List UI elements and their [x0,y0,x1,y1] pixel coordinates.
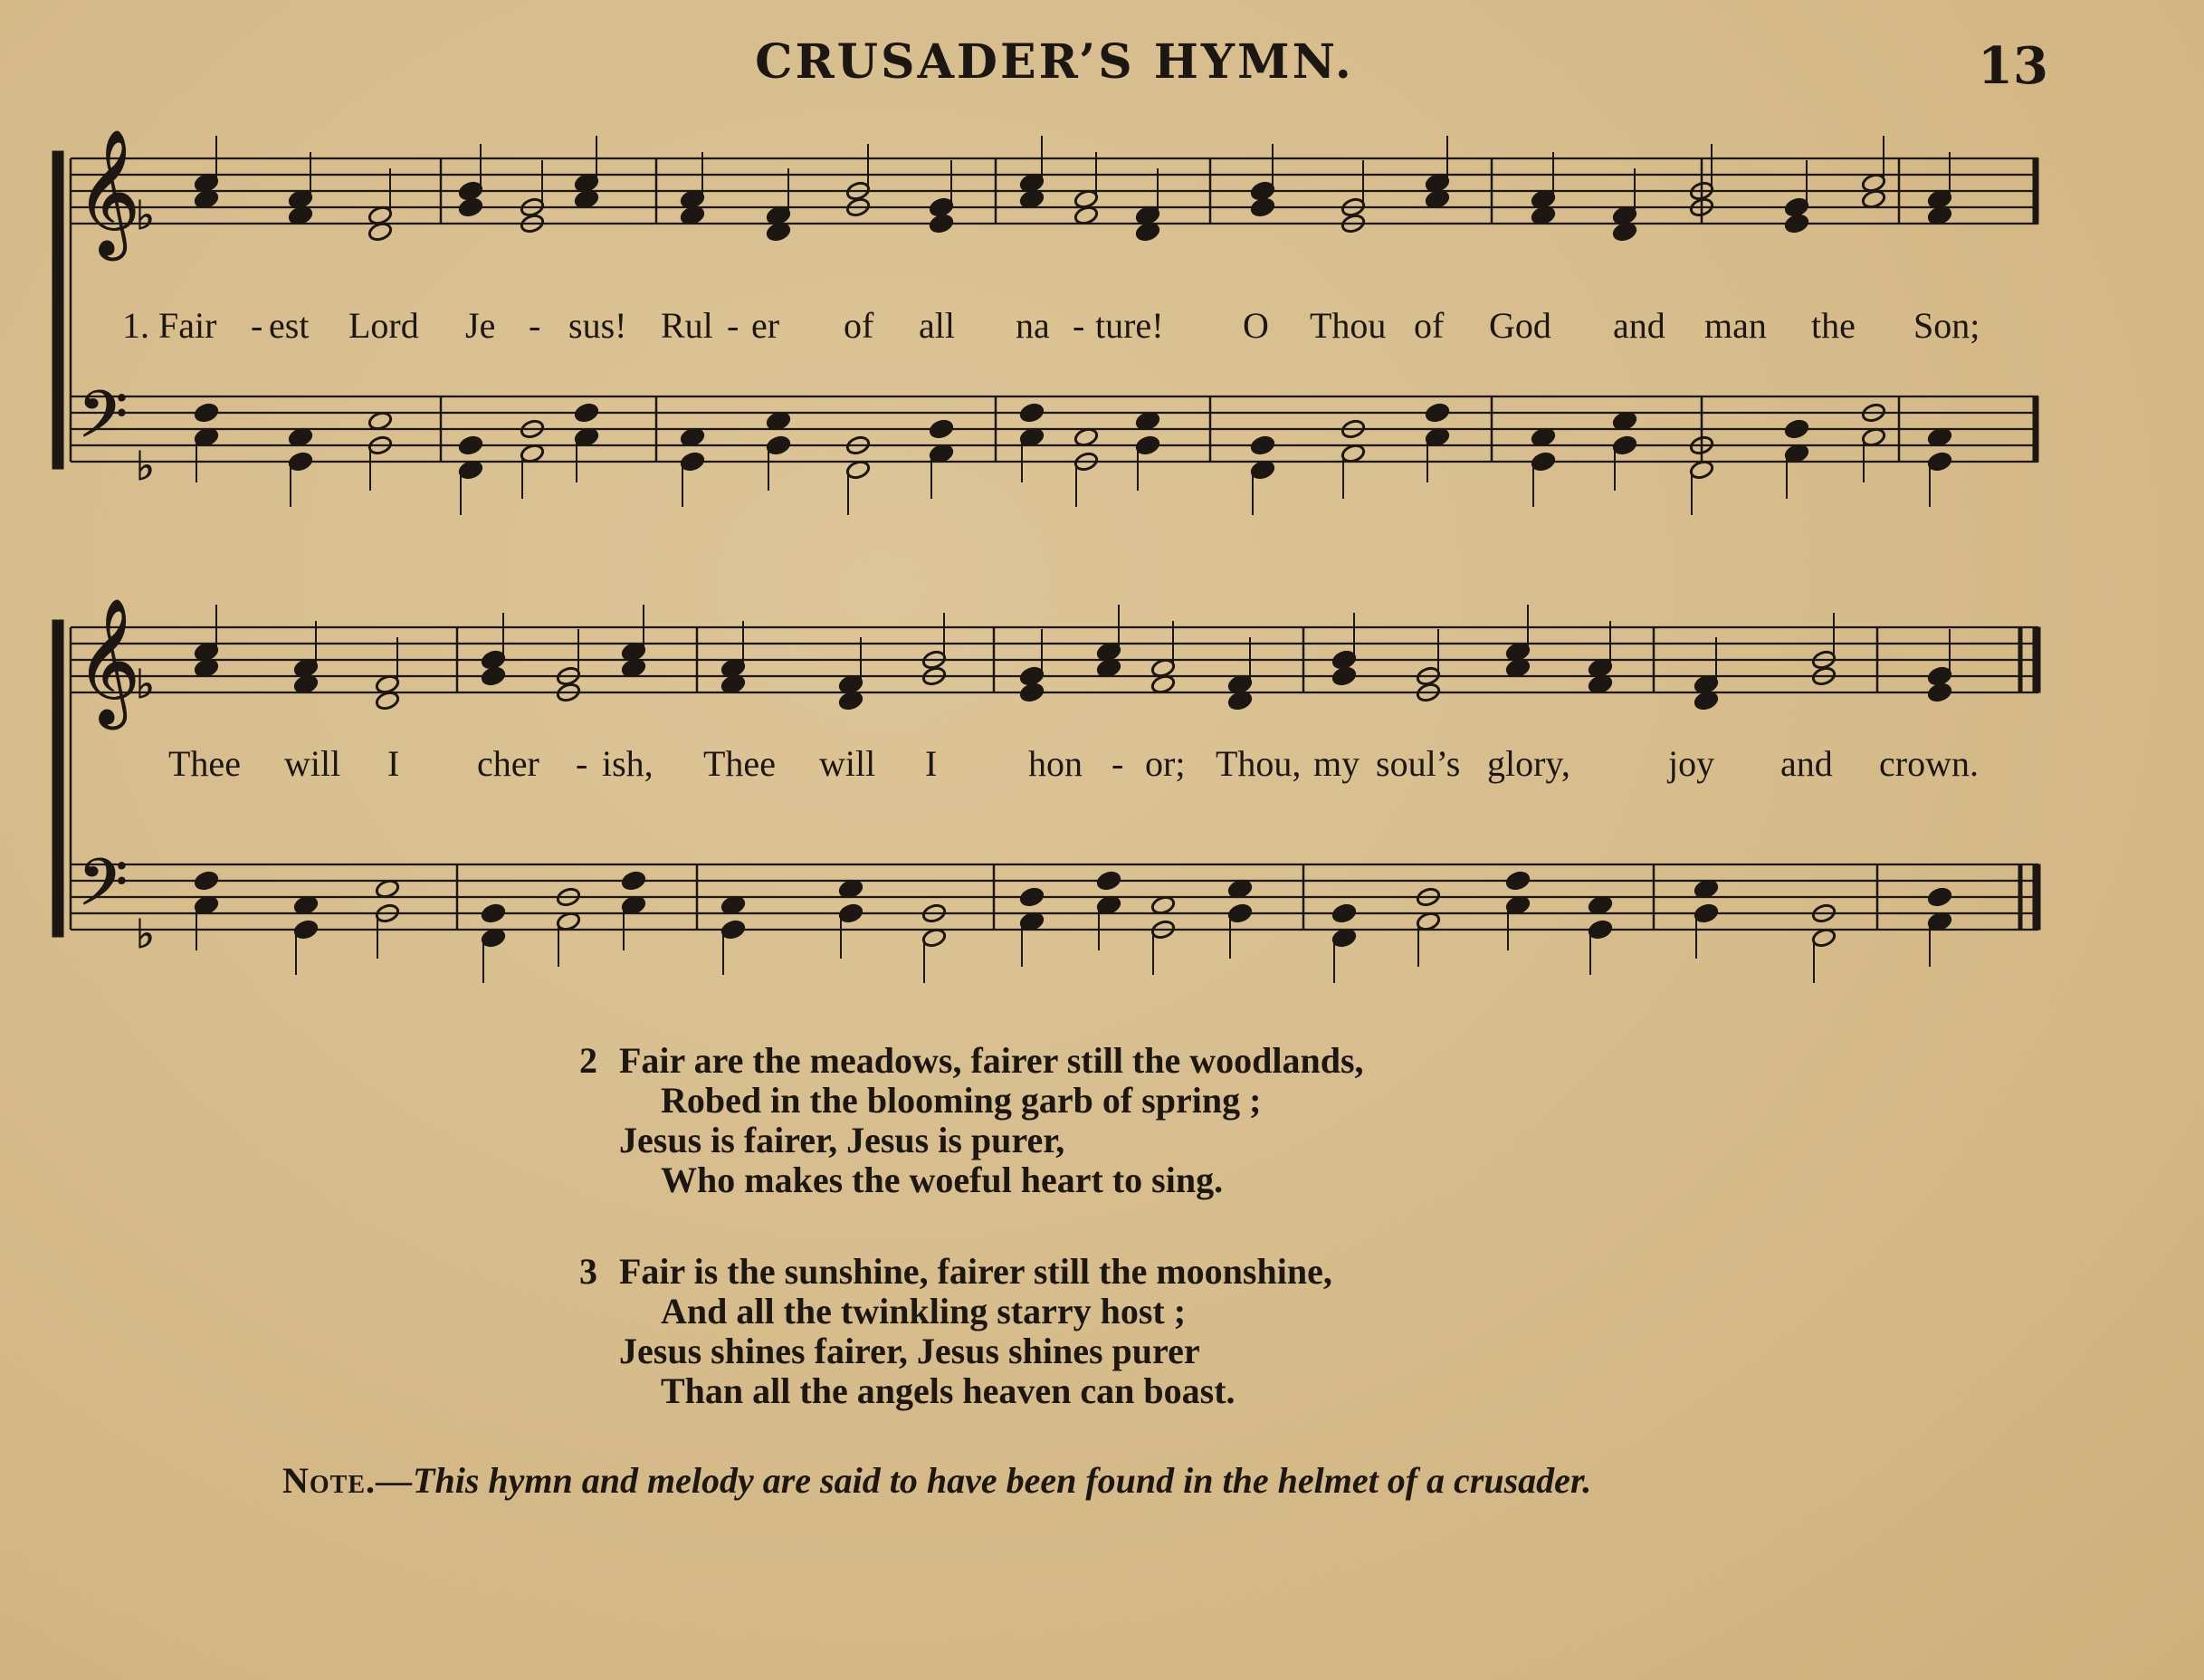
note-head [929,196,954,217]
syllable: - [576,743,588,784]
stanza-line: Than all the angels heaven can boast. [661,1370,1236,1411]
note-head [481,649,506,670]
note-head [288,451,313,472]
syllable: will [819,743,876,784]
note-head [458,180,483,201]
note-head [720,919,746,940]
note-head [1784,418,1809,439]
footnote-lead: Note.— [282,1460,414,1501]
syllable: sus! [568,305,627,346]
syllable: all [919,305,955,346]
syllable: joy [1668,743,1715,784]
note-head [1927,665,1952,686]
footnote [282,1459,1591,1502]
note-head [1612,434,1637,455]
note-head [1425,402,1450,423]
syllable: Rul [661,305,713,346]
note-head [1250,180,1275,201]
syllable: - [1073,305,1085,346]
note-head [481,665,506,686]
note-head [1096,870,1121,891]
note-head [458,434,483,455]
syllable: Thee [168,743,241,784]
bass-clef-icon: 𝄢 [78,845,129,936]
note-head [194,870,219,891]
note-head [1250,196,1275,217]
syllable: God [1489,305,1551,346]
syllable: hon [1028,743,1083,784]
verse1-lyrics-line1 [0,304,2204,349]
page-title: CRUSADER’S HYMN. [755,34,1354,90]
syllable: the [1811,305,1856,346]
syllable: - [1112,743,1124,784]
syllable: or; [1145,743,1186,784]
syllable: 1. Fair [122,305,217,346]
syllable: of [844,305,874,346]
note-head [1227,902,1253,923]
syllable: ture! [1095,305,1164,346]
syllable: Son; [1913,305,1980,346]
page-number: 13 [1978,36,2048,96]
note-head [929,418,954,439]
syllable: - [529,305,541,346]
syllable: - [727,305,739,346]
footnote-body: This hymn and melody are said to have been found in the helmet of a crusader. [413,1460,1592,1501]
final-barline [2018,864,2022,930]
stanza-line: Who makes the woeful heart to sing. [661,1160,1224,1200]
syllable: crown. [1879,743,1979,784]
syllable: ish, [602,743,654,784]
stanza-line: Jesus shines fairer, Jesus shines purer [619,1331,1200,1371]
stanza-line: And all the twinkling starry host ; [661,1291,1187,1332]
note-head [1331,649,1357,670]
note-head [1784,196,1809,217]
final-barline [2018,627,2022,692]
flat-icon: ♭ [136,662,155,708]
stanza-line [579,1252,1332,1292]
note-head [1927,886,1952,907]
stanza-line: Robed in the blooming garb of spring ; [661,1080,1262,1121]
syllable: will [284,743,341,784]
syllable: Lord [348,305,419,346]
stanza-text: Fair are the meadows, fairer still the woodlands, [619,1040,1364,1081]
end-barline [2033,396,2038,462]
note-head [194,402,219,423]
end-barline [2033,158,2038,224]
note-head [1588,919,1613,940]
syllable: I [925,743,938,784]
flat-icon: ♭ [136,193,155,239]
note-head [929,213,954,234]
syllable: my [1313,743,1360,784]
stanza-text: Fair is the sunshine, fairer still the moonshine, [619,1251,1332,1292]
syllable: man [1704,305,1767,346]
final-barline [2033,627,2040,692]
note-head [1135,434,1160,455]
syllable: Je [465,305,496,346]
note-head [574,402,599,423]
syllable: cher [477,743,539,784]
note-head [838,902,863,923]
flat-icon: ♭ [136,912,155,958]
syllable: glory, [1487,743,1570,784]
note-head [680,451,705,472]
syllable: and [1613,305,1665,346]
stanza-number: 3 [579,1251,597,1292]
syllable: Thee [703,743,776,784]
final-barline [2033,864,2040,930]
note-head [1531,451,1556,472]
syllable: O [1243,305,1269,346]
stanza-number: 2 [579,1040,597,1081]
note-head [1927,682,1952,702]
note-head [1019,682,1045,702]
note-head [1331,665,1357,686]
flat-icon: ♭ [136,444,155,490]
syllable: Thou, [1216,743,1302,784]
note-head [293,919,319,940]
syllable: soul’s [1376,743,1461,784]
note-head [1694,902,1719,923]
note-head [458,196,483,217]
note-head [481,902,506,923]
note-head [1019,886,1045,907]
stanza-line [579,1041,1364,1081]
syllable: - [251,305,263,346]
syllable: and [1780,743,1833,784]
stanza-line: Jesus is fairer, Jesus is purer, [619,1120,1065,1160]
bass-clef-icon: 𝄢 [78,377,129,468]
verse1-lyrics-line2 [0,742,2204,788]
syllable: na [1016,305,1050,346]
syllable: I [387,743,400,784]
note-head [1784,213,1809,234]
note-head [1019,665,1045,686]
syllable: est [269,305,310,346]
note-head [1250,434,1275,455]
stanza-2 [579,1041,1364,1200]
stanza-3 [579,1252,1332,1411]
note-head [1331,902,1357,923]
note-head [1927,451,1952,472]
note-head [621,870,646,891]
treble-clef-icon: 𝄞 [76,598,140,724]
treble-clef-icon: 𝄞 [76,129,140,255]
syllable: er [751,305,780,346]
note-head [1505,870,1531,891]
syllable: of [1414,305,1445,346]
syllable: Thou [1310,305,1387,346]
note-head [1019,402,1045,423]
note-head [766,434,791,455]
